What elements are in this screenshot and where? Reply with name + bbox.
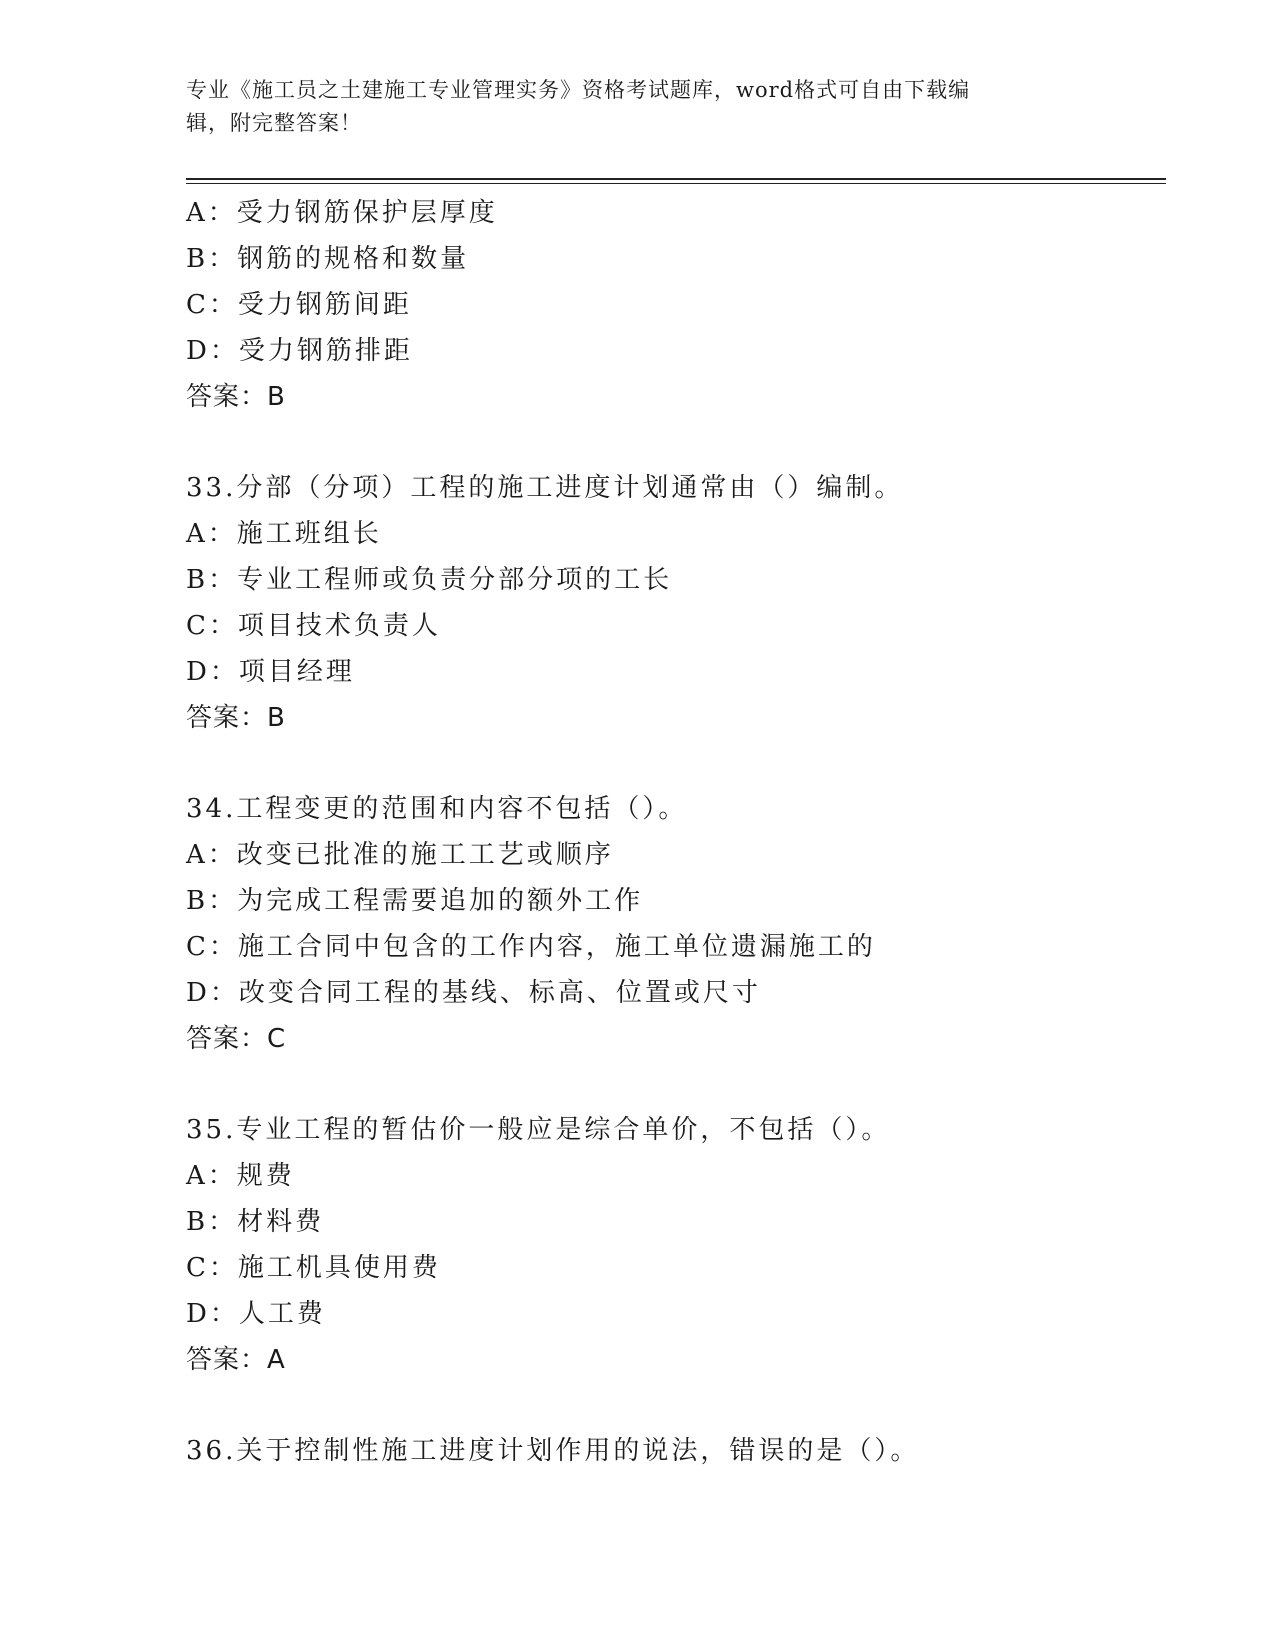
question-32	[186, 190, 1166, 420]
question-text: 33.分部（分项）工程的施工进度计划通常由（）编制。	[186, 473, 904, 503]
document-header	[186, 74, 1086, 140]
option-c: C：施工机具使用费	[186, 1253, 441, 1283]
answer: 答案：A	[186, 1345, 286, 1375]
question-35	[186, 1107, 1166, 1383]
answer: 答案：C	[186, 1024, 287, 1054]
option-d: D：受力钢筋排距	[186, 336, 413, 366]
question-text: 35.专业工程的暂估价一般应是综合单价，不包括（）。	[186, 1115, 891, 1145]
option-a: A：受力钢筋保护层厚度	[186, 198, 498, 228]
option-a: A：规费	[186, 1161, 295, 1191]
answer: 答案：B	[186, 382, 286, 412]
option-a: A：改变已批准的施工工艺或顺序	[186, 840, 614, 870]
option-c: C：受力钢筋间距	[186, 290, 412, 320]
question-33	[186, 465, 1166, 741]
option-c: C：项目技术负责人	[186, 611, 441, 641]
option-b: B：钢筋的规格和数量	[186, 244, 470, 274]
option-b: B：为完成工程需要追加的额外工作	[186, 886, 644, 916]
answer: 答案：B	[186, 703, 286, 733]
question-text: 36.关于控制性施工进度计划作用的说法，错误的是（）。	[186, 1436, 920, 1466]
header-line-2: 辑，附完整答案！	[186, 111, 362, 135]
option-d: D：项目经理	[186, 657, 355, 687]
header-line-1: 专业《施工员之土建施工专业管理实务》资格考试题库，word格式可自由下载编	[186, 78, 971, 102]
header-rule-thin	[186, 183, 1166, 184]
header-rule-thick	[186, 178, 1166, 180]
option-b: B：材料费	[186, 1207, 325, 1237]
option-d: D：改变合同工程的基线、标高、位置或尺寸	[186, 978, 761, 1008]
question-list	[186, 190, 1166, 1474]
question-text: 34.工程变更的范围和内容不包括（）。	[186, 794, 688, 824]
option-a: A：施工班组长	[186, 519, 382, 549]
option-c: C：施工合同中包含的工作内容，施工单位遗漏施工的	[186, 932, 876, 962]
question-36	[186, 1428, 1166, 1474]
option-b: B：专业工程师或负责分部分项的工长	[186, 565, 673, 595]
question-34	[186, 786, 1166, 1062]
option-d: D：人工费	[186, 1299, 326, 1329]
